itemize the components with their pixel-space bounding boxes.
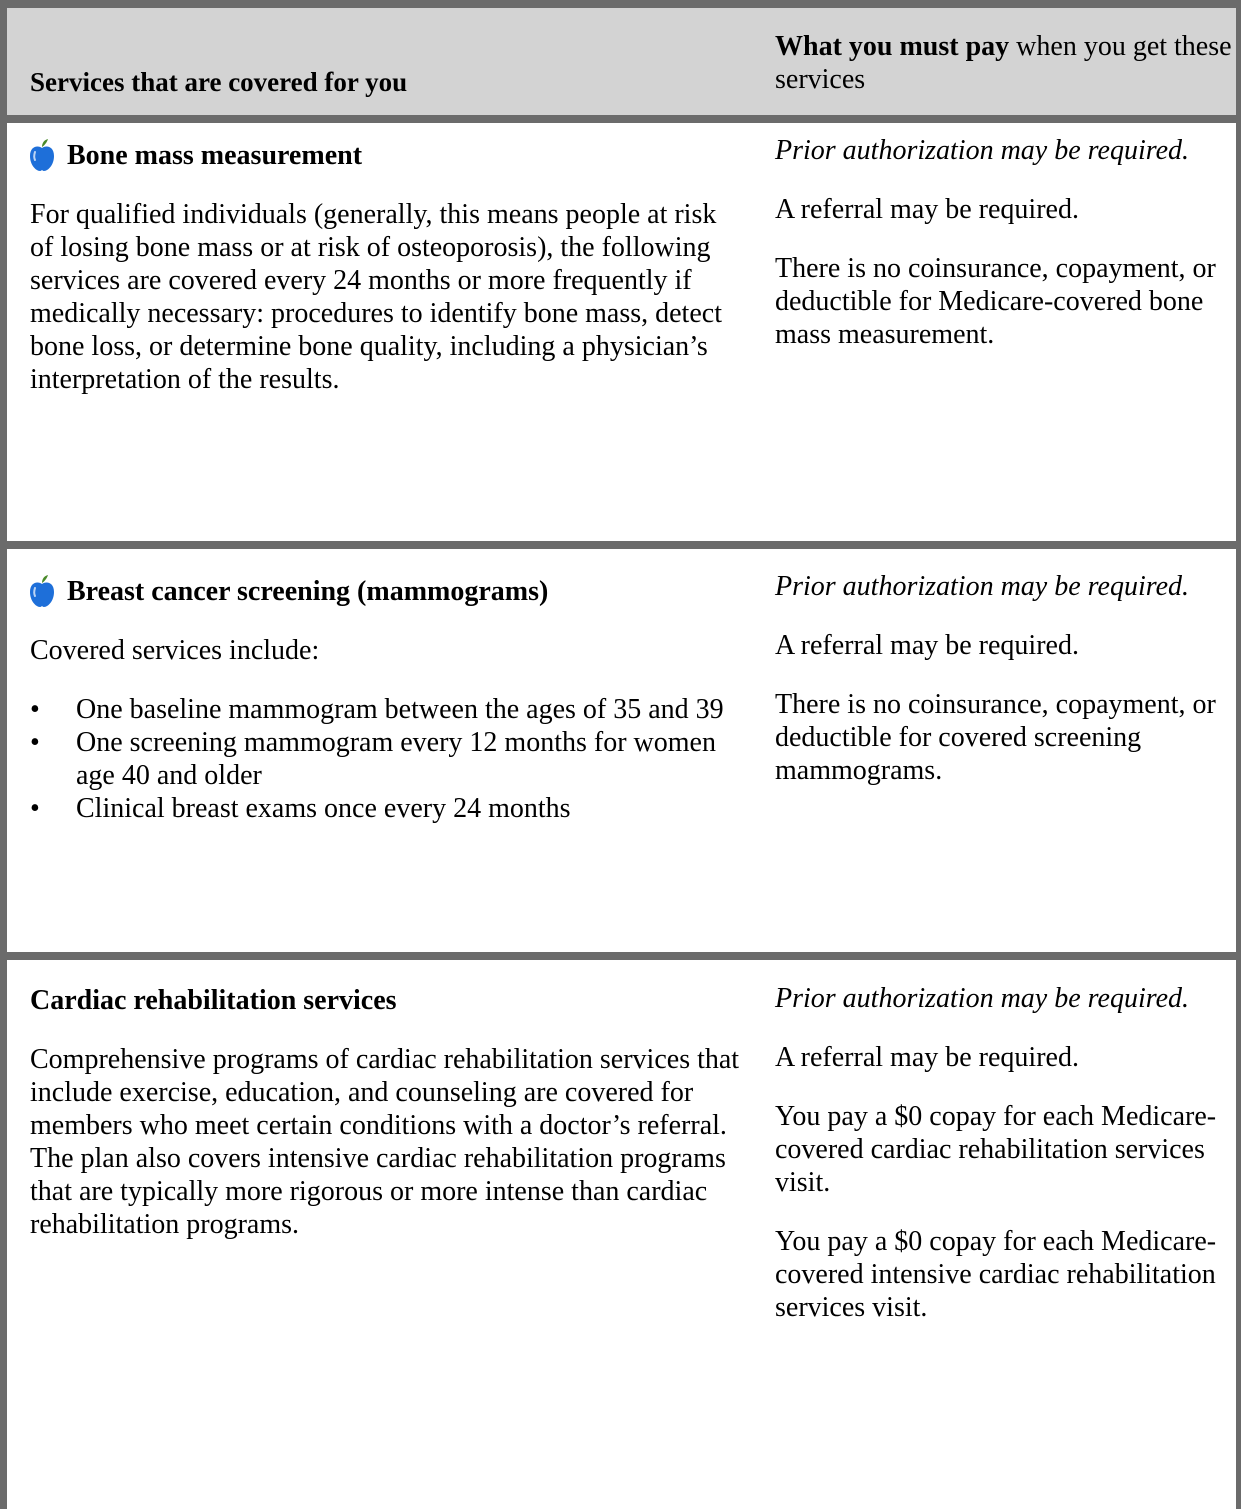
header-services-covered: Services that are covered for you [30,67,408,97]
row-title [30,138,742,172]
row-cardiac-rehab-services [30,984,742,1241]
row-breast-cancer-services [30,574,742,825]
table-top-border [0,0,1241,8]
table-left-border [0,0,7,1509]
row-bone-mass-pay [775,134,1235,377]
pay-referral: A referral may be required. [775,194,1079,225]
pay-cost-text-intensive: You pay a $0 copay for each Medicare-covered intensive cardiac rehabilitation services visit. [775,1226,1217,1323]
row-divider [7,541,1236,549]
row-title [30,984,742,1017]
row-title [30,574,742,608]
header-what-you-pay-bold: What you must pay [775,31,1010,62]
row-title-text: Bone mass measurement [67,139,363,171]
apple-icon [27,574,57,608]
list-item: • One screening mammogram every 12 months for women age 40 and older [30,726,742,792]
row-description: For qualified individuals (generally, this means people at risk of losing bone mass or at risk of osteoporosis), the following services are covered every 24 months or more frequently if medically necessary: procedures to identify bone mass, detect bone loss, or determine bone quality, including a physician’s interpretation of the results. [30,199,722,395]
row-bone-mass-services [30,138,742,396]
row-description: Comprehensive programs of cardiac rehabilitation services that include exercise, education, and counseling are covered for members who meet certain conditions with a doctor’s referral. The plan also covers intensive cardiac rehabilitation programs that are typically more rigorous or more intense than cardiac rehabilitation programs. [30,1044,740,1240]
row-divider [7,952,1236,960]
row-intro: Covered services include: [30,635,320,666]
header-what-you-pay-rest: when you get these services [775,31,1232,95]
list-item: • One baseline mammogram between the ages of 35 and 39 [30,693,742,726]
apple-icon [27,138,57,172]
row-breast-cancer-pay [775,570,1235,813]
list-item: • Clinical breast exams once every 24 months [30,792,742,825]
pay-prior-auth: Prior authorization may be required. [775,135,1190,166]
pay-referral: A referral may be required. [775,1042,1079,1073]
row-title-text: Breast cancer screening (mammograms) [67,575,549,607]
table-right-border [1236,0,1241,1509]
row-title-text: Cardiac rehabilitation services [30,985,397,1016]
pay-referral: A referral may be required. [775,630,1079,661]
pay-prior-auth: Prior authorization may be required. [775,983,1190,1014]
pay-cost-text: There is no coinsurance, copayment, or deductible for covered screening mammograms. [775,689,1216,786]
pay-prior-auth: Prior authorization may be required. [775,571,1190,602]
pay-cost-text: There is no coinsurance, copayment, or deductible for Medicare-covered bone mass measurement. [775,253,1216,350]
pay-cost-text: You pay a $0 copay for each Medicare-covered cardiac rehabilitation services visit. [775,1101,1217,1198]
header-divider [7,115,1236,123]
row-cardiac-rehab-pay [775,982,1235,1350]
bullet-list [30,693,742,825]
header-what-you-pay [775,30,1235,96]
